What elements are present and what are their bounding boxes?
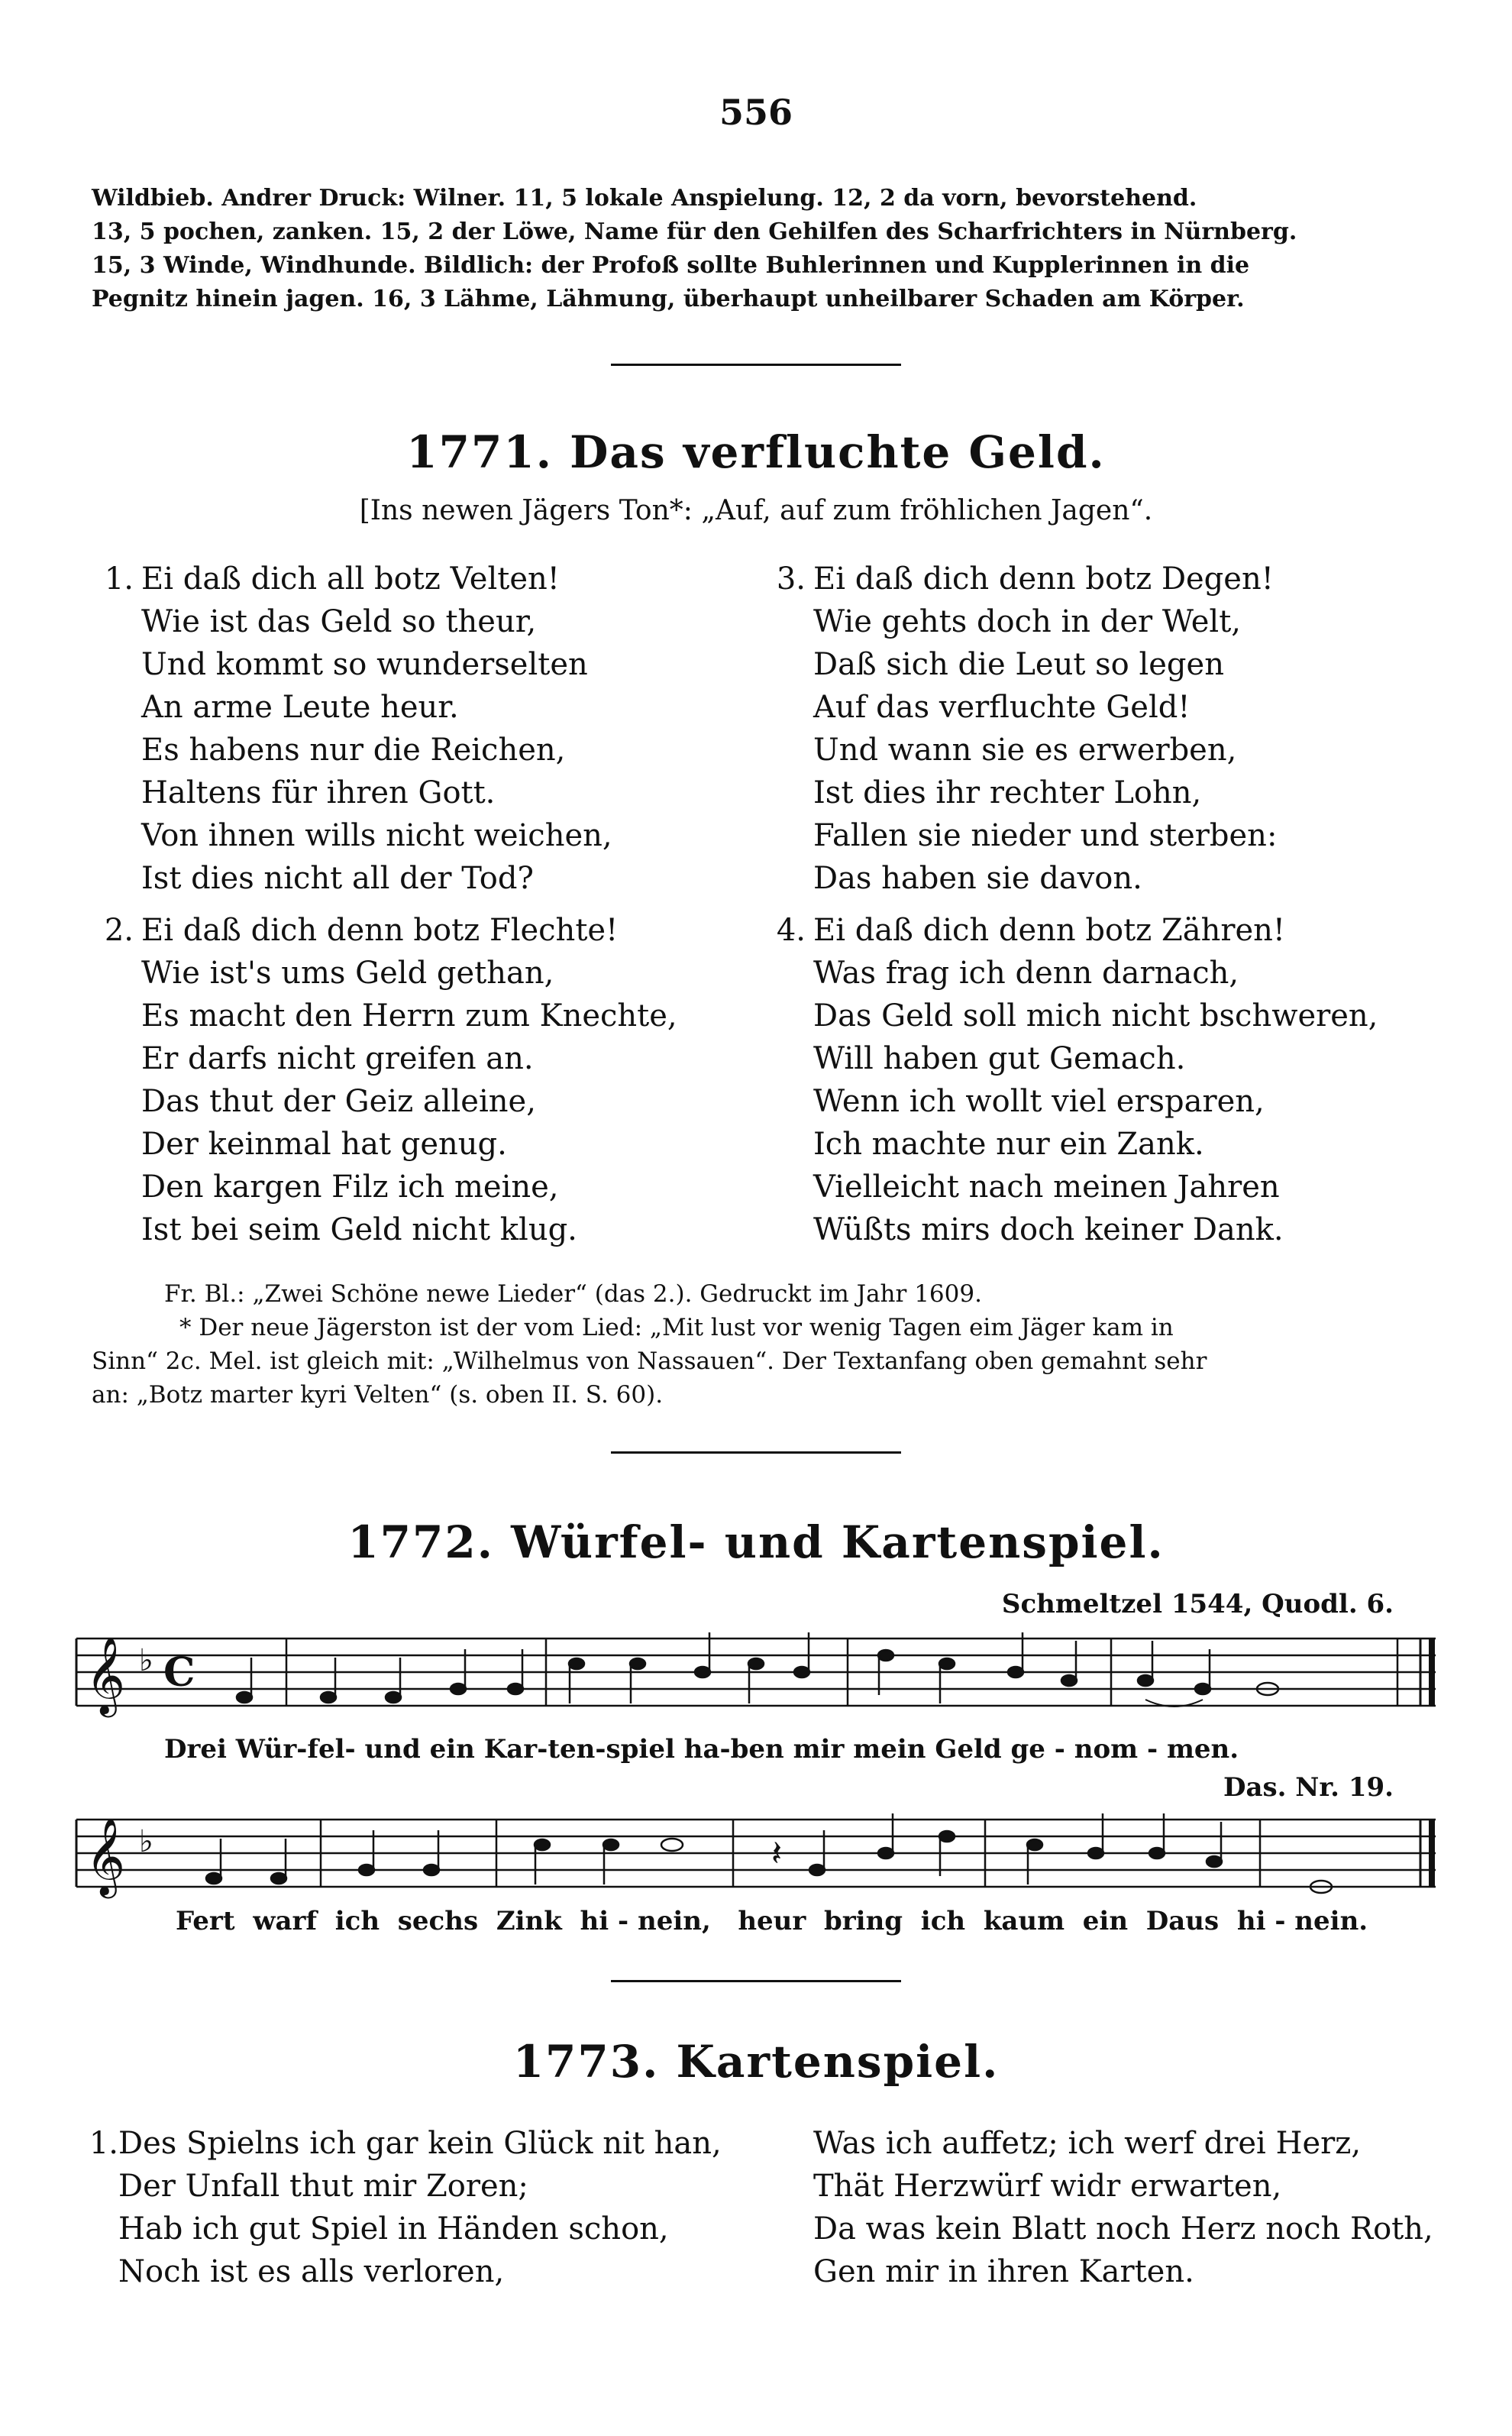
lyric-syllable: Drei	[164, 1734, 227, 1765]
stanza-2	[104, 909, 677, 1251]
music-staff-1	[69, 1623, 1451, 1723]
verse-line: Ich machte nur ein Zank.	[813, 1127, 1204, 1162]
flat-icon: ♭	[139, 1643, 153, 1678]
stanza-number: 1.	[104, 561, 134, 597]
verse-line: Gen mir in ihren Karten.	[813, 2254, 1194, 2289]
verse-line: An arme Leute heur.	[141, 690, 459, 725]
verse-line: Will haben gut Gemach.	[813, 1041, 1186, 1076]
verse-line: Von ihnen wills nicht weichen,	[141, 818, 612, 853]
lyric-syllable: hi	[1236, 1906, 1266, 1936]
melody-source-1: Schmeltzel 1544, Quodl. 6.	[1001, 1589, 1394, 1619]
lyric-syllable: -	[1146, 1734, 1158, 1765]
lyric-syllable: bring	[823, 1906, 903, 1936]
lyric-syllable: Daus	[1145, 1906, 1220, 1936]
stanza-number: 3.	[776, 561, 806, 597]
lyric-syllable: ha	[683, 1734, 720, 1765]
source-line: an: „Botz marter kyri Velten“ (s. oben II. S. 60).	[92, 1381, 664, 1409]
treble-clef-icon: 𝄞	[86, 1816, 126, 1895]
verse-line: Haltens für ihren Gott.	[141, 775, 496, 810]
song-1772-title: 1772. Würfel- und Kartenspiel.	[347, 1516, 1165, 1568]
stanza-1773-left	[89, 2122, 722, 2293]
verse-line: Den kargen Filz ich meine,	[141, 1169, 559, 1205]
music-staff-2	[69, 1804, 1451, 1904]
verse-line: Auf das verfluchte Geld!	[813, 690, 1191, 725]
melody-source-2: Das. Nr. 19.	[1223, 1772, 1394, 1803]
lyrics-line-1	[164, 1734, 1239, 1765]
source-line: Sinn“ 2c. Mel. ist gleich mit: „Wilhelmus von Nassauen“. Der Textanfang oben gemahnt sehr	[92, 1347, 1207, 1375]
lyric-syllable: Geld	[935, 1734, 1002, 1765]
verse-line: Und wann sie es erwerben,	[813, 733, 1237, 768]
lyric-syllable: ich	[334, 1906, 380, 1936]
stanza-4	[776, 909, 1378, 1251]
verse-line: Wie gehts doch in der Welt,	[813, 604, 1241, 639]
verse-line: Hab ich gut Spiel in Händen schon,	[118, 2211, 669, 2247]
lyric-syllable: -	[296, 1734, 308, 1765]
section-divider	[611, 1451, 901, 1454]
lyric-syllable: ein	[1082, 1906, 1129, 1936]
verse-line: Es macht den Herrn zum Knechte,	[141, 998, 677, 1034]
lyric-syllable: Wür	[235, 1734, 297, 1765]
lyric-syllable: nom	[1074, 1734, 1139, 1765]
song-1773-title: 1773. Kartenspiel.	[512, 2036, 1000, 2088]
verse-line: Daß sich die Leut so legen	[813, 647, 1224, 682]
lyric-syllable: ge	[1010, 1734, 1045, 1765]
source-line: * Der neue Jägerston ist der vom Lied: „Mit lust vor wenig Tagen eim Jäger kam in	[179, 1314, 1174, 1341]
song-1771-title: 1771. Das verfluchte Geld.	[406, 426, 1106, 478]
verse-line: Vielleicht nach meinen Jahren	[813, 1169, 1280, 1205]
lyric-syllable: und	[364, 1734, 421, 1765]
source-line: Fr. Bl.: „Zwei Schöne newe Lieder“ (das 2.). Gedruckt im Jahr 1609.	[164, 1280, 982, 1308]
verse-line: Er darfs nicht greifen an.	[141, 1041, 534, 1076]
lyric-syllable: nein.	[1294, 1906, 1368, 1936]
verse-line: Ei daß dich denn botz Degen!	[813, 561, 1274, 597]
lyric-syllable: men.	[1166, 1734, 1239, 1765]
song-1771-source	[92, 1277, 1432, 1412]
lyrics-line-2	[176, 1906, 1368, 1936]
footnote-line: Pegnitz hinein jagen. 16, 3 Lähme, Lähmung, überhaupt unheilbarer Schaden am Körper.	[92, 286, 1245, 312]
lyric-syllable: warf	[253, 1906, 318, 1936]
stanza-number: 1.	[89, 2126, 118, 2161]
verse-line: Und kommt so wunderselten	[141, 647, 588, 682]
lyric-syllable: -	[618, 1906, 629, 1936]
rest-icon: 𝄽	[771, 1833, 783, 1874]
verse-line: Wüßts mirs doch keiner Dank.	[813, 1212, 1284, 1247]
lyric-syllable: Fert	[176, 1906, 235, 1936]
lyric-syllable: -	[719, 1734, 731, 1765]
lyric-syllable: -	[537, 1734, 548, 1765]
lyric-syllable: ein	[429, 1734, 475, 1765]
section-divider	[611, 364, 901, 366]
verse-line: Noch ist es alls verloren,	[118, 2254, 505, 2289]
lyric-syllable: -	[1054, 1734, 1065, 1765]
verse-line: Ist dies ihr rechter Lohn,	[813, 775, 1202, 810]
lyric-syllable: ben	[730, 1734, 784, 1765]
footnote-top	[92, 182, 1428, 316]
verse-line: Ist bei seim Geld nicht klug.	[141, 1212, 577, 1247]
lyric-syllable: ich	[920, 1906, 966, 1936]
treble-clef-icon: 𝄞	[86, 1635, 126, 1714]
verse-line: Der keinmal hat genug.	[141, 1127, 507, 1162]
lyric-syllable: hi	[580, 1906, 609, 1936]
verse-line: Ei daß dich all botz Velten!	[141, 561, 560, 597]
verse-line: Wenn ich wollt viel ersparen,	[813, 1084, 1265, 1119]
footnote-line: 15, 3 Winde, Windhunde. Bildlich: der Profoß sollte Buhlerinnen und Kupplerinnen in die	[92, 252, 1250, 279]
verse-line: Wie ist's ums Geld gethan,	[141, 956, 554, 991]
verse-line: Ist dies nicht all der Tod?	[141, 861, 534, 896]
lyric-syllable: nein,	[637, 1906, 711, 1936]
verse-line: Des Spielns ich gar kein Glück nit han,	[118, 2126, 722, 2161]
stanza-3	[776, 558, 1278, 900]
verse-line: Was frag ich denn darnach,	[813, 956, 1239, 991]
common-time-icon: C	[163, 1649, 195, 1696]
lyric-syllable: kaum	[983, 1906, 1065, 1936]
lyric-syllable: -	[1275, 1906, 1286, 1936]
verse-line: Ei daß dich denn botz Flechte!	[141, 913, 619, 948]
section-divider	[611, 1980, 901, 1982]
footnote-line: 13, 5 pochen, zanken. 15, 2 der Löwe, Name für den Gehilfen des Scharfrichters in Nürnberg.	[92, 218, 1297, 245]
stanza-1	[104, 558, 612, 900]
verse-line: Fallen sie nieder und sterben:	[813, 818, 1278, 853]
verse-line: Der Unfall thut mir Zoren;	[118, 2169, 528, 2204]
verse-line: Das haben sie davon.	[813, 861, 1142, 896]
verse-line: Thät Herzwürf widr erwarten,	[813, 2169, 1282, 2204]
flat-icon: ♭	[139, 1824, 153, 1859]
footnote-line: Wildbieb. Andrer Druck: Wilner. 11, 5 lokale Anspielung. 12, 2 da vorn, bevorstehend.	[92, 185, 1197, 212]
verse-line: Das thut der Geiz alleine,	[141, 1084, 536, 1119]
lyric-syllable: fel-	[307, 1734, 356, 1765]
lyric-syllable: Kar	[483, 1734, 538, 1765]
lyric-syllable: sechs	[397, 1906, 479, 1936]
song-1771-melody-note: [Ins newen Jägers Ton*: „Auf, auf zum fröhlichen Jagen“.	[359, 495, 1153, 526]
lyric-syllable: ten-	[548, 1734, 606, 1765]
stanza-number: 4.	[776, 913, 806, 948]
verse-line: Wie ist das Geld so theur,	[141, 604, 537, 639]
lyric-syllable: mir	[793, 1734, 845, 1765]
verse-line: Was ich auffetz; ich werf drei Herz,	[813, 2126, 1362, 2161]
page-number: 556	[719, 92, 793, 133]
verse-line: Da was kein Blatt noch Herz noch Roth,	[813, 2211, 1433, 2247]
verse-line: Ei daß dich denn botz Zähren!	[813, 913, 1285, 948]
lyric-syllable: heur	[738, 1906, 806, 1936]
verse-line: Das Geld soll mich nicht bschweren,	[813, 998, 1378, 1034]
lyric-syllable: spiel	[606, 1734, 675, 1765]
lyric-syllable: Zink	[496, 1906, 562, 1936]
stanza-1773-right	[813, 2122, 1433, 2293]
stanza-number: 2.	[104, 913, 134, 948]
verse-line: Es habens nur die Reichen,	[141, 733, 566, 768]
lyric-syllable: mein	[853, 1734, 926, 1765]
